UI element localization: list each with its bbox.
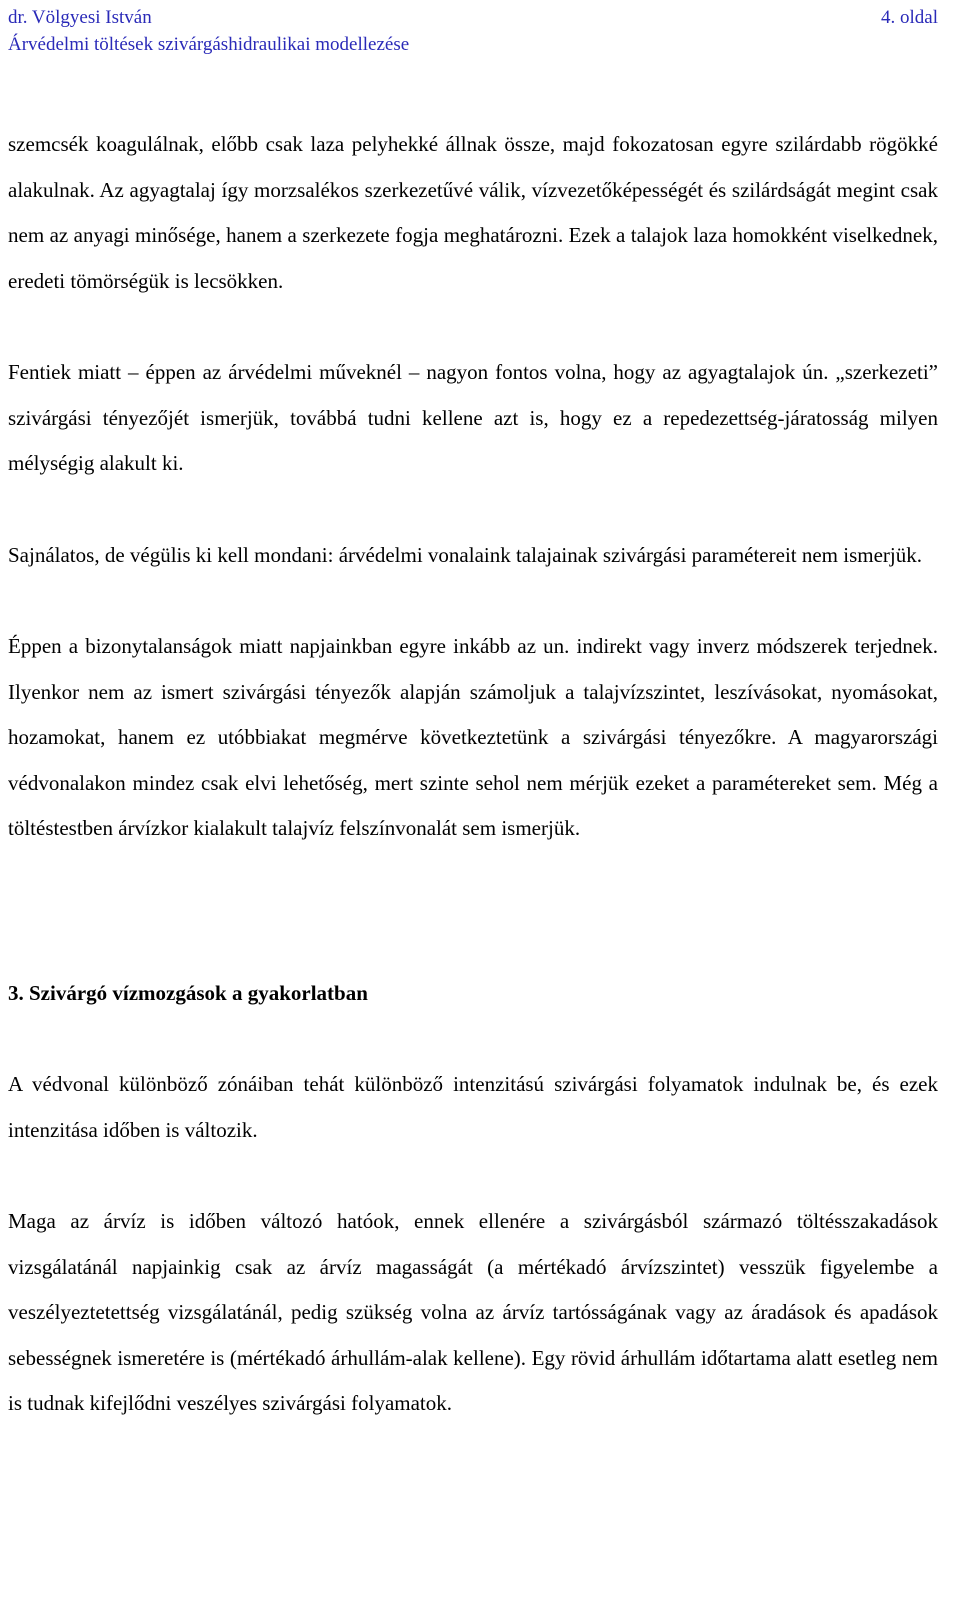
header-document-title: Árvédelmi töltések szivárgáshidraulikai modellezése (8, 34, 410, 55)
paragraph-1: szemcsék koagulálnak, előbb csak laza pelyhekké állnak össze, majd fokozatosan egyre szilárdabb rögökké alakulnak. Az agyagtalaj így morzsalékos szerkezetűvé válik, vízvezetőképességét és szilárdságát megint csak nem az anyagi minősége, hanem a szerkezete fogja meghatározni. Ezek a talajok laza homokként viselkednek, eredeti tömörségük is lecsökken. (8, 132, 938, 293)
section-paragraph-1: A védvonal különböző zónáiban tehát különböző intenzitású szivárgási folyamatok indulnak be, és ezek intenzitása időben is változik. (8, 1072, 938, 1142)
document-body (8, 122, 938, 1427)
page-header (8, 4, 938, 58)
paragraph-3: Sajnálatos, de végülis ki kell mondani: árvédelmi vonalaink talajainak szivárgási paramétereit nem ismerjük. (8, 542, 923, 567)
header-page-number: 4. oldal (881, 7, 938, 28)
section-heading: 3. Szivárgó vízmozgások a gyakorlatban (8, 980, 368, 1005)
paragraph-4: Éppen a bizonytalanságok miatt napjainkban egyre inkább az un. indirekt vagy inverz módszerek terjednek. Ilyenkor nem az ismert szivárgási tényezők alapján számoljuk a talajvízszintet, leszívásokat, nyomásokat, hozamokat, hanem ez utóbbiakat megmérve következtetünk a szivárgási tényezőkre. A magyarországi védvonalakon mindez csak elvi lehetőség, mert szinte sehol nem mérjük ezeket a paramétereket sem. Még a töltéstestben árvízkor kialakult talajvíz felszínvonalát sem ismerjük. (8, 634, 938, 840)
header-top-row (8, 4, 938, 31)
section-paragraph-2: Maga az árvíz is időben változó hatóok, ennek ellenére a szivárgásból származó töltésszakadások vizsgálatánál napjainkig csak az árvíz magasságát (a mértékadó árvízszintet) vesszük figyelembe a veszélyeztetettség vizsgálatánál, pedig szükség volna az árvíz tartósságának vagy az áradások és apadások sebességnek ismeretére is (mértékadó árhullám-alak kellene). Egy rövid árhullám időtartama alatt esetleg nem is tudnak kifejlődni veszélyes szivárgási folyamatok. (8, 1209, 938, 1415)
paragraph-2: Fentiek miatt – éppen az árvédelmi műveknél – nagyon fontos volna, hogy az agyagtalajok ún. „szerkezeti” szivárgási tényezőjét ismerjük, továbbá tudni kellene azt is, hogy ez a repedezettség-járatosság milyen mélységig alakult ki. (8, 360, 938, 475)
header-author: dr. Völgyesi István (8, 7, 152, 28)
